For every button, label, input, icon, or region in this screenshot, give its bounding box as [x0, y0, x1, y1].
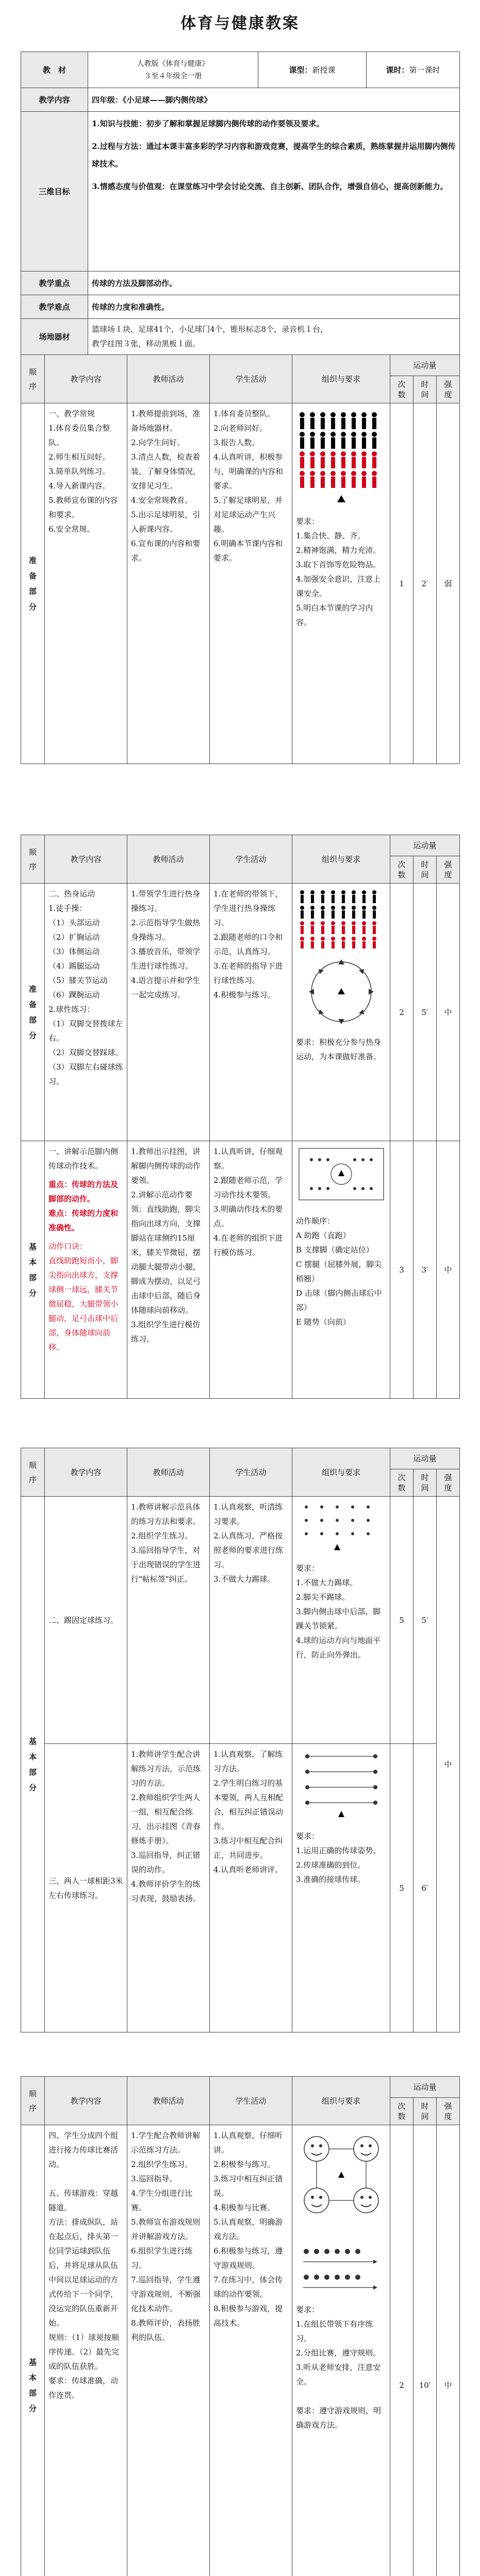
col-order: 顺 序: [21, 835, 45, 884]
org-requirements: 要求： 1.集合快、静、齐。 2.精神饱满，精力充沛。 3.取下首饰等危险物品。 4.加强安全意识，注意上课安全。 5.明白本节课的学习内容。: [296, 517, 381, 627]
col-order: 顺 序: [21, 2077, 45, 2125]
teacher-marker: [338, 988, 345, 994]
hours-label: 课时：: [386, 65, 409, 75]
cell-student: 1.体育委员整队。 2.向老师问好。 3.报告人数。 4.认真听讲，积极参与，明确课的内容和要求。 5.了解足球明星，并对足球运动产生兴趣。 6.明确本节课内容和要求。: [210, 403, 292, 764]
tunnel-game-diagram: [296, 2236, 387, 2298]
col-times: 次 数: [390, 1469, 413, 1497]
content-rhyme: 动作口诀： 直线助跑短而小，脚尖指向出球方，支撑球侧一球远，膝关节微屈稳，大腿带领小腿动，足弓击球中后部，身体随球向前移。: [48, 1242, 119, 1352]
cell-teacher: 1.教师讲学生配合讲解练习方法，示范练习的方法。 2.教师组织学生两人一组，相互配合练习，出示挂图《青春修炼手册》。 3.巡回指导，纠正错误的动作。 4.教师评价学生的练习表现，鼓励表扬。: [127, 1744, 210, 2032]
content-value: 四年级：《小足球——脚内侧传球》: [88, 88, 460, 112]
col-intensity: 强 度: [437, 2098, 460, 2125]
formation-diagram: [296, 406, 387, 510]
org-requirements: 要求：积极充分参与热身运动，为本课做好准备。: [296, 1038, 382, 1061]
part-label: 基 本 部 分: [21, 2125, 45, 2576]
cell-student: 1.认真观察，仔细听讲。 2.积极参与练习。 3.练习中相互纠正错误。 4.积极参与比赛。 5.认真观察，明确游戏方法。 6.积极参与练习，遵守游戏规则。 7.在练习中，体会传球的动作要领。 8.积极参与游戏，提高技术。: [210, 2125, 292, 2576]
basic-table-1: [21, 1448, 460, 2032]
col-student: 学生活动: [210, 355, 292, 403]
game-panel: [21, 2076, 459, 2576]
cell-intensity: 弱: [437, 403, 460, 764]
cell-org: [292, 1141, 390, 1399]
cell-teacher: 1.教师讲解示范具体的练习方法和要求。 2.组织学生练习。 3.巡回指导学生，对于出现错误的学生进行"帖标签"纠正。: [127, 1497, 210, 1744]
warmup-formation-diagram: [296, 887, 387, 948]
cell-student: 1.在老师的带领下，学生进行热身操练习。 2.跟随老师的口令和示范，认真练习。 3.在老师的指导下进行球性练习。 4.积极参与练习。: [210, 884, 292, 1141]
col-org: 组织与要求: [292, 355, 390, 403]
teacher-marker: [338, 1170, 344, 1176]
org-requirements: 要求： 1.不做大力踢球。 2.脚尖不踢球。 3.脚内侧击球中后部，脚踝关节锁紧。 4.球的运动方向与地面平行，防止向外弹出。: [296, 1564, 381, 1659]
cell-times: 3: [390, 1141, 413, 1399]
col-times: 次 数: [390, 2098, 413, 2125]
col-org: 组织与要求: [292, 835, 390, 884]
lesson-hours: [367, 52, 460, 88]
cell-org: [292, 2125, 390, 2576]
col-content: 教学内容: [45, 1448, 127, 1497]
col-duration: 时 间: [413, 2098, 437, 2125]
cell-intensity: 中: [437, 1141, 460, 1399]
cell-duration: 3′: [413, 1141, 437, 1399]
col-load: 运动量: [390, 2077, 460, 2098]
col-teacher: 教师活动: [127, 835, 210, 884]
teacher-marker: [334, 1544, 340, 1550]
circle-formation-diagram: [296, 953, 387, 1030]
cell-times: 2: [390, 884, 413, 1141]
col-intensity: 强 度: [437, 856, 460, 884]
cell-times: 5: [390, 1497, 413, 1744]
col-intensity: 强 度: [437, 1469, 460, 1497]
col-student: 学生活动: [210, 2077, 292, 2125]
difficulty-label: 教学难点: [21, 295, 88, 319]
student-rows: [300, 412, 377, 502]
pair-passing-diagram: [296, 1747, 387, 1824]
col-student: 学生活动: [210, 835, 292, 884]
cell-org: [292, 1497, 390, 1744]
col-teacher: 教师活动: [127, 2077, 210, 2125]
basic-table-2: [21, 2076, 460, 2576]
col-org: 组织与要求: [292, 1448, 390, 1497]
relay-formation-diagram: [296, 2128, 387, 2231]
lesson-info-table: [21, 52, 460, 355]
cell-duration: 2′: [413, 403, 437, 764]
goal-1: 1.知识与技能：初步了解和掌握足球脚内侧传球的动作要领及要求。: [92, 119, 324, 128]
material-value: 人教版《体育与健康》 ３至４年级全一册: [88, 52, 258, 88]
col-times: 次 数: [390, 376, 413, 403]
part-label: 基 本 部 分: [21, 1497, 45, 2032]
col-content: 教学内容: [45, 835, 127, 884]
teacher-marker: [338, 1811, 344, 1817]
cell-student: 1.认真听讲，仔细观察。 2.跟随老师示范，学习动作技术要领。 3.明确动作技术的要点。 4.在老师的组织下进行模仿练习。: [210, 1141, 292, 1399]
cell-times: 1: [390, 403, 413, 764]
col-times: 次 数: [390, 856, 413, 884]
cell-duration: 10′: [413, 2125, 437, 2576]
cell-duration: 6′: [413, 1744, 437, 2032]
col-order: 顺 序: [21, 355, 45, 403]
part-label: 准 备 部 分: [21, 884, 45, 1141]
cell-content: 二、热身运动 1.徒手操： （1）头部运动 （2）扩胸运动 （3）体侧运动 （4）踢腿运动 （5）膝关节运动 （6）踝腕运动 2.球性练习： （1）双脚交替拨球左右。 （2）双脚交替踩球。 （3）双脚左右碰球练习。: [45, 884, 127, 1141]
cell-content: [45, 1141, 127, 1399]
cell-times: 2: [390, 2125, 413, 2576]
col-intensity: 强 度: [437, 376, 460, 403]
col-student: 学生活动: [210, 1448, 292, 1497]
goal-2: 2.过程与方法：通过本课丰富多彩的学习内容和游戏竞赛，提高学生的综合素质，熟练掌握并运用脚内侧传球技术。: [92, 142, 456, 168]
col-teacher: 教师活动: [127, 355, 210, 403]
teacher-marker: [337, 495, 345, 502]
type-value: 新授课: [312, 65, 336, 75]
equipment-label: 场地器材: [21, 319, 88, 355]
lesson-header-panel: [21, 52, 459, 764]
cell-times: 5: [390, 1744, 413, 2032]
equipment-value: 篮球场１块，足球41个，小足球门4个，锥形标志8个，录音机１台， 教学挂图３张，移动黑板１面。: [88, 319, 460, 355]
cell-teacher: 1.带领学生进行热身操练习。 2.示范指导学生做热身操练习。 3.播放音乐，带领学生进行球性练习。 4.语言提示并和学生一起完成练习。: [127, 884, 210, 1141]
cell-teacher: 1.教师提前到场，准备场地器材。 2.向学生问好。 3.清点人数，检查着装，了解身体情况，安排见习生。 4.安全常规教育。 5.出示足球明星，引入新课内容。 6.宣布课的内容和要求。: [127, 403, 210, 764]
cell-intensity: 中: [437, 884, 460, 1141]
cell-teacher: 1.教师出示挂图，讲解脚内侧传球的动作要领。 2.讲解示范动作要领：直线助跑，脚尖指向出球方向，支撑脚站在球侧约15厘米，膝关节微屈，摆动腿大腿带动小腿，脚成为摆动，以足弓击球中后部，随后身体随球向前移动。 3.组织学生进行模仿练习。: [127, 1141, 210, 1399]
demo-formation-diagram: [296, 1144, 387, 1206]
col-org: 组织与要求: [292, 2077, 390, 2125]
key-label: 教学重点: [21, 272, 88, 295]
col-duration: 时 间: [413, 376, 437, 403]
col-duration: 时 间: [413, 1469, 437, 1497]
cell-org: [292, 403, 390, 764]
hours-value: 第一课时: [409, 65, 440, 75]
cell-duration: 5′: [413, 1497, 437, 1744]
org-requirements: 要求： 1.运用正确的传球姿势。 2.传球准确的到位。 3.准确的接球传球。: [296, 1832, 381, 1884]
cell-intensity: 中: [437, 2125, 460, 2576]
cell-duration: 5′: [413, 884, 437, 1141]
cell-org: [292, 884, 390, 1141]
material-label: 教 材: [21, 52, 88, 88]
cell-student: 1.认真观察，听清练习要求。 2.认真练习，严格按照老师的要求进行练习。 3.不做大力踢球。: [210, 1497, 292, 1744]
teacher-marker: [338, 2172, 344, 2178]
goals-label: 三维目标: [21, 112, 88, 272]
preparation-table-1: [21, 354, 460, 764]
difficulty-value: 传球的力度和准确性。: [88, 295, 460, 319]
col-load: 运动量: [390, 355, 460, 376]
page-title: 体育与健康教案: [180, 14, 300, 32]
goal-3: 3.情感态度与价值观：在课堂练习中学会讨论交流、自主创新、团队合作，增强自信心，提高创新能力。: [92, 182, 448, 191]
content-key-points: 重点：传球的方法及脚部的动作。 难点：传球的力度和准确性。: [48, 1180, 119, 1232]
org-requirements: 要求： 1.在组长带领下有序练习。 2.分组比赛，遵守规则。 3.听从老师安排，注意安全。 要求：遵守游戏规则，明确游戏方法。: [296, 2305, 382, 2430]
org-motion-sequence: 动作顺序： A 助跑（直跑） B 支撑脚（确定站位） C 摆腿（屈膝外展，脚尖稍翘） D 击球（脚内侧击球后中部） E 随势（向前）: [296, 1216, 382, 1327]
col-order: 顺 序: [21, 1448, 45, 1497]
col-content: 教学内容: [45, 2077, 127, 2125]
practice-panel: [21, 1448, 459, 2032]
cell-org: [292, 1744, 390, 2032]
col-load: 运动量: [390, 1448, 460, 1469]
cell-content: 二、踢固定球练习。: [45, 1497, 127, 1744]
cell-content: 一、教学常规 1.体育委员集合整队。 2.师生相互问好。 3.简单队列练习。 4.导入新课内容。 5.教师宣布课的内容和要求。 6.安全常规。: [45, 403, 127, 764]
content-label: 教学内容: [21, 88, 88, 112]
content-intro: 一、讲解示范脚内侧传球动作技术。: [48, 1147, 119, 1171]
preparation-table-2: [21, 835, 460, 1399]
col-duration: 时 间: [413, 856, 437, 884]
goals-value: [88, 112, 460, 272]
fixed-ball-diagram: [296, 1500, 387, 1556]
lesson-type: [258, 52, 367, 88]
cell-content: 四、学生分成四个组进行接力传球比赛活动。 五、传球游戏：穿越隧道。 方法：排成纵队，站在起点后，排头第一位同学运球到队伍后，并将足球从队伍中间以足球运动的方式传给下一个同学，没运完的队伍重新开始。 规则：（1）球须按顺序传递。（2）最先完成的队伍获胜。 要求：传球准确，动作连贯。: [45, 2125, 127, 2576]
type-label: 课型：: [289, 65, 312, 75]
cell-intensity: 中: [437, 1497, 460, 2032]
col-teacher: 教师活动: [127, 1448, 210, 1497]
cell-teacher: 1.学生配合教师讲解示范练习方法。 2.组织学生练习。 3.巡回指导。 4.学生分组进行比赛。 5.教师宣布游戏规则并讲解游戏方法。 6.组织学生进行练习。 7.巡回指导，学生遵守游戏规则，不断强化技术动作。 8.教师评价，表扬胜利的队伍。: [127, 2125, 210, 2576]
col-content: 教学内容: [45, 355, 127, 403]
part-label: 准 备 部 分: [21, 403, 45, 764]
key-value: 传球的方法及脚部动作。: [88, 272, 460, 295]
col-load: 运动量: [390, 835, 460, 856]
warmup-panel: [21, 835, 459, 1399]
cell-student: 1.认真观察，了解练习方法。 2.学生明白练习的基本要领，两人互相配合，相互纠正错误动作。 3.练习中相互配合纠正，共同进步。 4.认真听老师讲评。: [210, 1744, 292, 2032]
part-label: 基 本 部 分: [21, 1141, 45, 1399]
cell-content: 三、两人一球相距3米左右传球练习。: [45, 1744, 127, 2032]
